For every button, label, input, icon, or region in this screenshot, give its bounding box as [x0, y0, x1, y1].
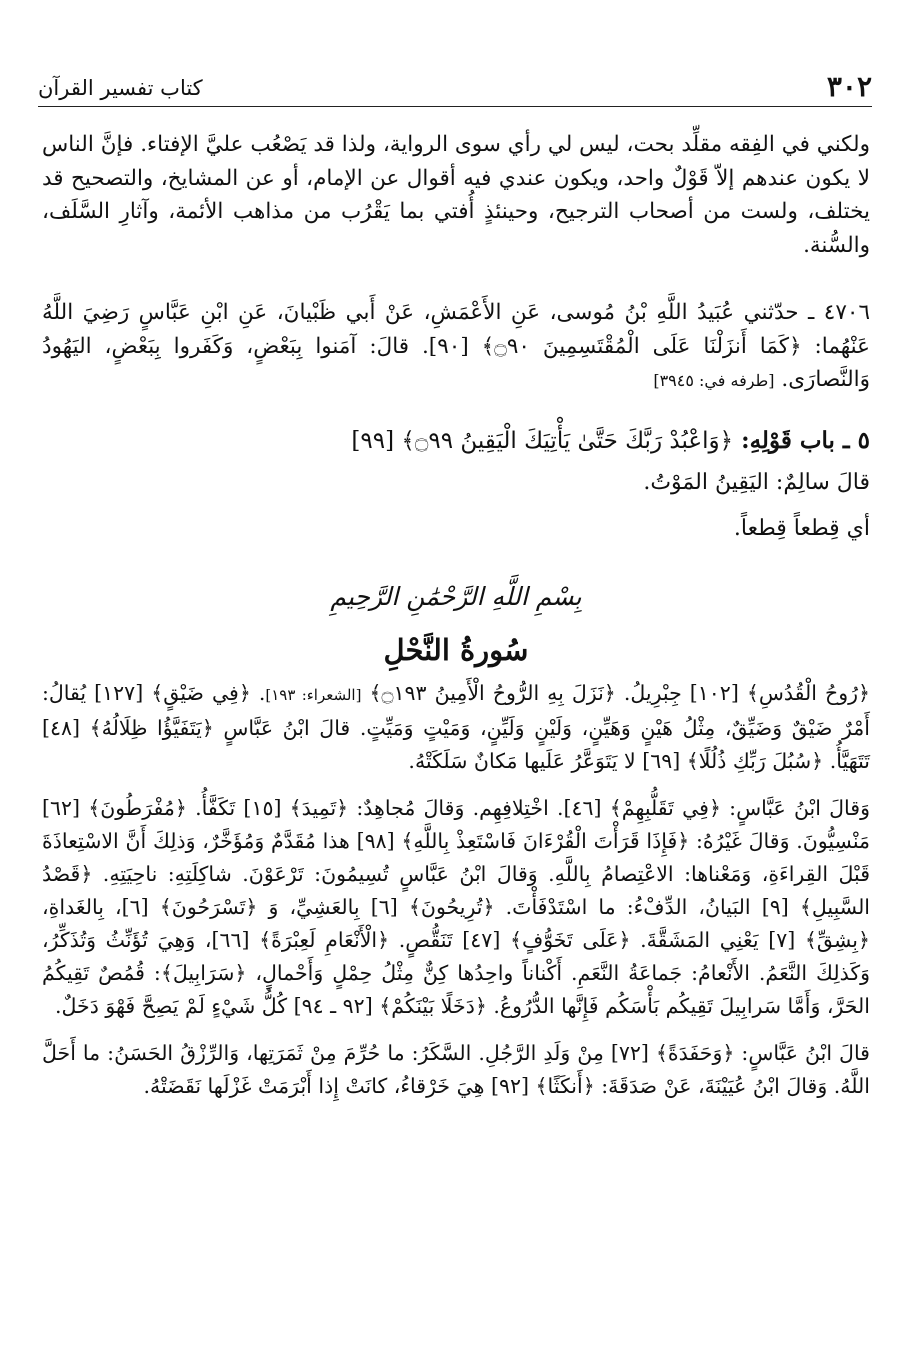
book-title: كتاب تفسير القرآن	[38, 76, 203, 100]
hadith-4706	[42, 296, 870, 398]
page-body	[42, 128, 870, 1103]
basmala: بِسْمِ اللَّهِ الرَّحْمَٰنِ الرَّحِيمِ	[330, 582, 582, 611]
hadith-cross-reference: [طرفه في: ٣٩٤٥]	[653, 371, 775, 390]
nahl-section-1	[42, 677, 870, 778]
chapter-label: ٥ ـ باب قَوْلِهِ:	[741, 426, 870, 454]
hadith-text: ٤٧٠٦ ـ حدّثني عُبَيدُ اللَّهِ بْنُ مُوسى، عَنِ الأَعْمَشِ، عَنْ أَبي ظَبْيانَ، عَنِ ابْنِ عَبَّاسٍ رَضِيَ اللَّهُ عَنْهُما: ﴿كَمَا أَنزَلْنَا عَلَى الْمُقْتَسِمِينَ ۝٩٠﴾ [٩٠]. قالَ: آمَنوا بِبَعْضٍ، وَكَفَروا بِبَعْضٍ، اليَهُودُ وَالنَّصارَى.	[42, 300, 870, 392]
surah-title: سُورةُ النَّحْلِ	[383, 632, 529, 667]
chapter-heading	[42, 424, 870, 459]
nahl-section-2: وَقالَ ابْنُ عَبَّاسٍ: ﴿فِي تَقَلُّبِهِمْ﴾ [٤٦]. اخْتِلافِهِم. وَقالَ مُجاهِدٌ: ﴿تَمِيدَ﴾ [١٥] تَكَفَّأُ. ﴿مُفْرَطُونَ﴾ [٦٢] مَنْسِيُّونَ. وَقالَ غَيْرُهُ: ﴿فَإِذَا قَرَأْتَ الْقُرْءَانَ فَاسْتَعِذْ بِاللَّهِ﴾ [٩٨] هذا مُقَدَّمٌ وَمُؤَخَّرٌ، وَذلِكَ أَنَّ الاسْتِعاذَةَ قَبْلَ القِراءَةِ، وَمَعْناها: الاعْتِصامُ بِاللَّهِ. وَقالَ ابْنُ عَبَّاسٍ تُسِيمُونَ: تَرْعَوْنَ. شاكِلَتِهِ: ناحِيَتِهِ. ﴿قَصْدُ السَّبِيلِ﴾ [٩] البَيانُ، الدِّفْءُ: ما اسْتَدْفَأْتَ. ﴿تُرِيحُونَ﴾ [٦] بِالعَشِيِّ، وَ ﴿تَسْرَحُونَ﴾ [٦]، بِالغَداةِ، ﴿بِشِقِّ﴾ [٧] يَعْنِي المَشَقَّةَ. ﴿عَلَى تَخَوُّفٍ﴾ [٤٧] تَنَقُّصٍ. ﴿الْأَنْعَامِ لَعِبْرَةً﴾ [٦٦]، وَهِيَ تُؤَنِّثُ وَتُذَكِّرُ، وَكَذلِكَ النَّعَمُ. الأَنْعامُ: جَماعَةُ النَّعَمِ. أَكْناناً واحِدُها كِنٌّ مِثْلُ حِمْلٍ وَأَحْمالٍ، ﴿سَرَابِيلَ﴾: قُمُصٌ تَقِيكُمُ الحَرَّ، وَأَمَّا سَرابِيلَ تَقِيكُم بَأْسَكُم فَإِنَّها الدُّرُوعُ. ﴿دَخَلًا بَيْنَكُمْ﴾ [٩٢ ـ ٩٤] كُلُّ شَيْءٍ لَمْ يَصِحَّ فَهْوَ دَخَلٌ.	[42, 796, 871, 1018]
chapter-ayah: ﴿وَاعْبُدْ رَبَّكَ حَتَّىٰ يَأْتِيَكَ الْيَقِينُ ۝٩٩﴾ [٩٩]	[351, 427, 734, 454]
qat-line: أي قِطعاً قِطعاً.	[733, 516, 870, 541]
nahl-section-1-ref: [الشعراء: ١٩٣]	[265, 686, 362, 704]
page-number: ٣٠٢	[826, 70, 872, 103]
nahl-section-1-end: . ﴿فِي ضَيْقٍ﴾ [١٢٧] يُقالُ: أَمْرٌ ضَيْقٌ وَضَيِّقٌ، مِثْلُ هَيْنٍ وَهَيِّنٍ، وَلَيْنٍ وَلَيِّنٍ، وَمَيْتٍ وَمَيِّتٍ. قالَ ابْنُ عَبَّاسٍ ﴿يَتَفَيَّؤُا ظِلَالُهُ﴾ [٤٨] تَتَهَيَّأُ. ﴿سُبُلَ رَبِّكِ ذُلُلًا﴾ [٦٩] لا يَتَوَعَّرُ عَلَيها مَكانٌ سَلَكَتْهُ.	[42, 681, 870, 773]
nahl-section-3: قالَ ابْنُ عَبَّاسٍ: ﴿وَحَفَدَةً﴾ [٧٢] مِنْ وَلَدِ الرَّجُلِ. السَّكَرُ: ما حُرِّمَ مِنْ ثَمَرَتِها، وَالرِّزْقُ الحَسَنُ: ما أَحَلَّ اللَّهُ. وَقالَ ابْنُ عُيَيْنَةَ، عَنْ صَدَقَةَ: ﴿أَنكَثًا﴾ [٩٢] هِيَ خَرْقاءُ، كانَتْ إِذا أَبْرَمَتْ غَزْلَها نَقَضَتْهُ.	[42, 1041, 870, 1098]
nahl-section-1-start: ﴿رُوحُ الْقُدُسِ﴾ [١٠٢] جِبْرِيلُ. ﴿نَزَلَ بِهِ الرُّوحُ الْأَمِينُ ۝١٩٣﴾	[361, 681, 871, 705]
page-header	[38, 66, 872, 107]
salim-line: قالَ سالِمٌ: اليَقِينُ المَوْتُ.	[643, 470, 870, 495]
fiqh-paragraph: ولكني في الفِقه مقلِّد بحت، ليس لي رأي سوى الرواية، ولذا قد يَصْعُب عليَّ الإفتاء. فإنَّ الناس لا يكون عندهم إلاّ قَوْلٌ واحد، ويكون عندي فيه أقوال عن الإمام، أو عن المشايخ، والتصحيح قد يختلف، ولست من أصحاب الترجيح، وحينئذٍ أُفتي بما يَقْرُب من مذاهب الأئمة، وآثارِ السَّلَف، والسُّنة.	[42, 132, 870, 258]
